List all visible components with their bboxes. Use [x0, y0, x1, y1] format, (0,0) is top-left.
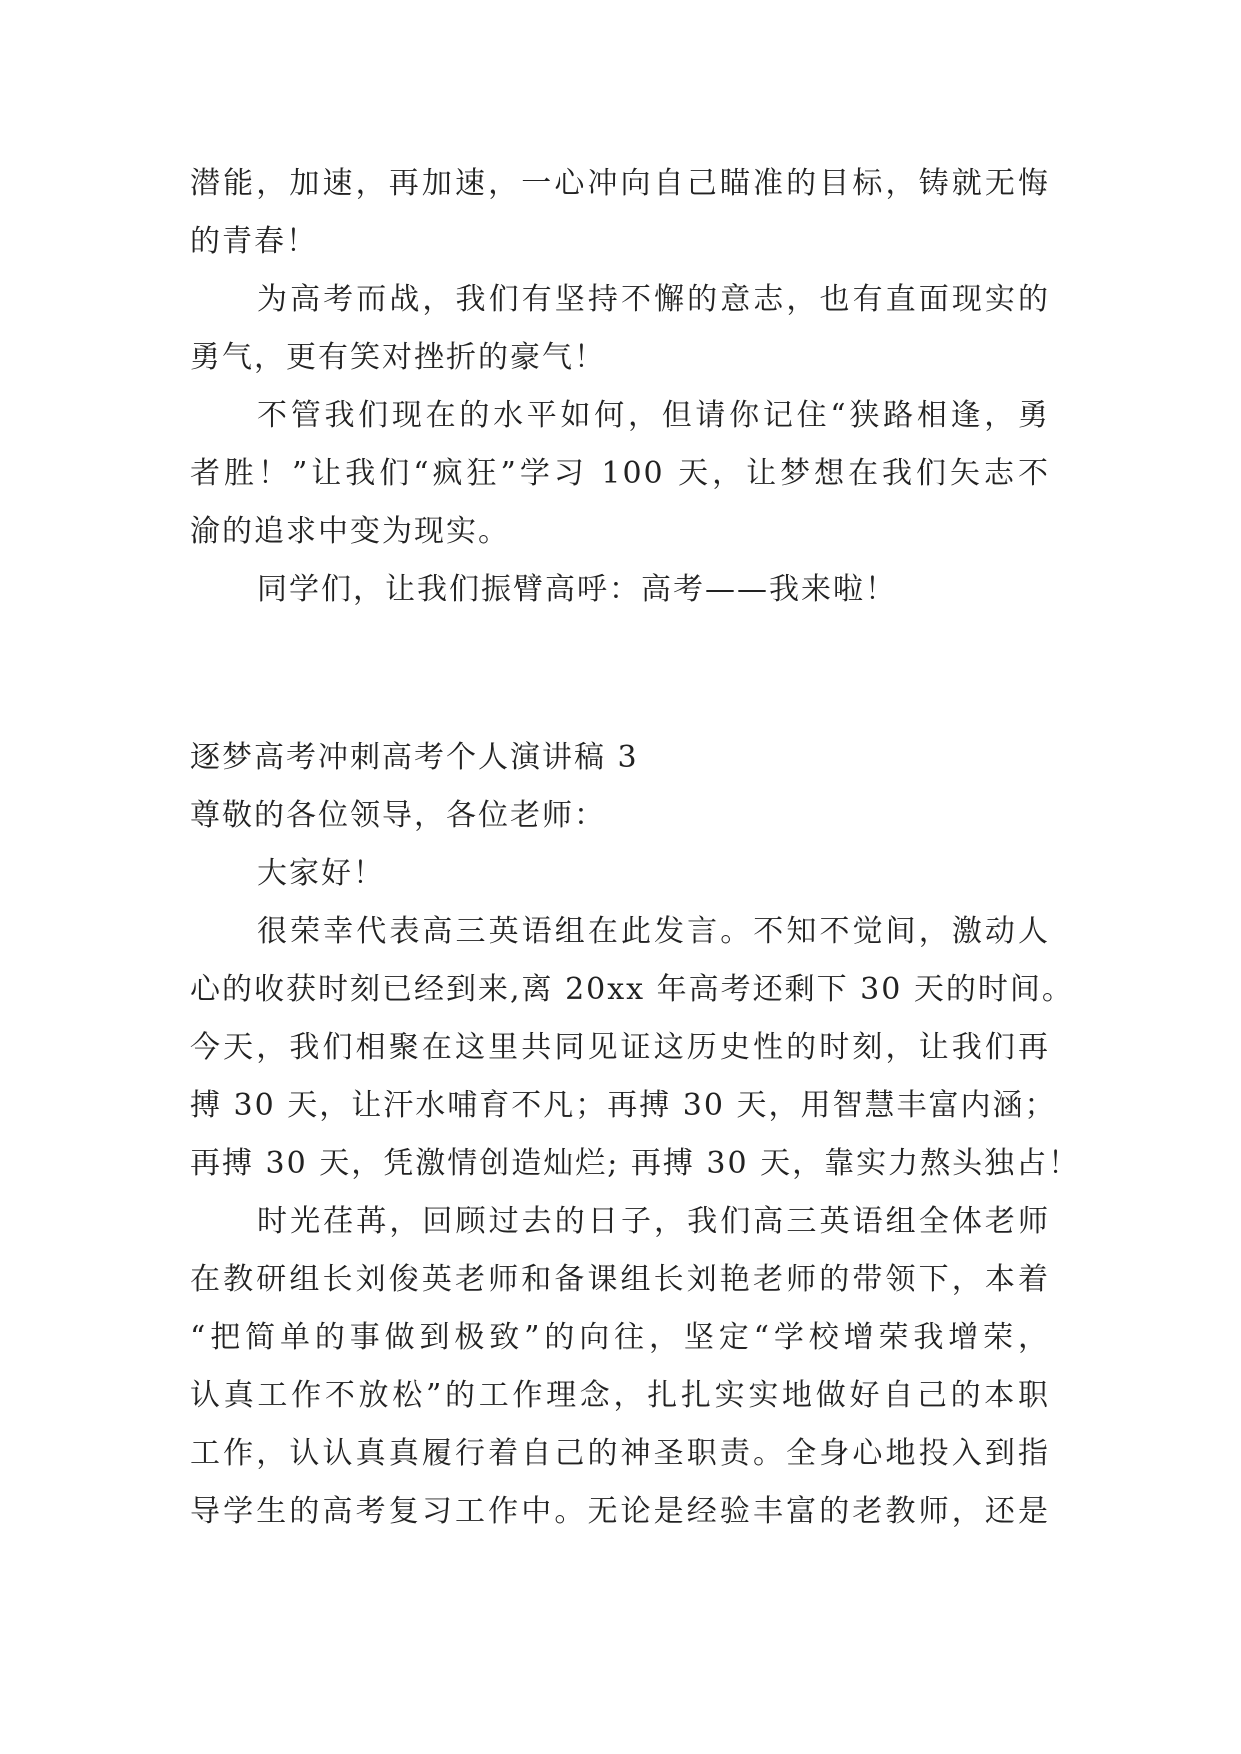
paragraph-line: 者胜！”让我们“疯狂”学习 100 天，让梦想在我们矢志不 — [190, 456, 1050, 491]
paragraph-line: 导学生的高考复习工作中。无论是经验丰富的老教师，还是 — [190, 1494, 1050, 1529]
paragraph-line: 渝的追求中变为现实。 — [190, 514, 510, 549]
paragraph-line: 不管我们现在的水平如何，但请你记住“狭路相逢，勇 — [257, 398, 1050, 433]
paragraph-line: 今天，我们相聚在这里共同见证这历史性的时刻，让我们再 — [190, 1030, 1050, 1065]
greeting: 大家好！ — [257, 856, 385, 891]
section-heading: 逐梦高考冲刺高考个人演讲稿 3 — [190, 740, 639, 775]
paragraph-line: 认真工作不放松”的工作理念，扎扎实实地做好自己的本职 — [190, 1378, 1050, 1413]
paragraph-line: 同学们，让我们振臂高呼：高考——我来啦！ — [257, 572, 897, 607]
paragraph-line: 在教研组长刘俊英老师和备课组长刘艳老师的带领下，本着 — [190, 1262, 1050, 1297]
paragraph-line: 潜能，加速，再加速，一心冲向自己瞄准的目标，铸就无悔 — [190, 166, 1050, 201]
paragraph-line: 搏 30 天，让汗水哺育不凡；再搏 30 天，用智慧丰富内涵； — [190, 1088, 1057, 1123]
paragraph-line: 勇气，更有笑对挫折的豪气！ — [190, 340, 606, 375]
paragraph-line: 时光荏苒，回顾过去的日子，我们高三英语组全体老师 — [257, 1204, 1050, 1239]
paragraph-line: 工作，认认真真履行着自己的神圣职责。全身心地投入到指 — [190, 1436, 1050, 1471]
salutation: 尊敬的各位领导，各位老师： — [190, 798, 606, 833]
paragraph-line: 很荣幸代表高三英语组在此发言。不知不觉间，激动人 — [257, 914, 1050, 949]
paragraph-line: 的青春！ — [190, 224, 318, 259]
paragraph-line: 心的收获时刻已经到来,离 20xx 年高考还剩下 30 天的时间。 — [190, 972, 1074, 1007]
paragraph-line: “把简单的事做到极致”的向往，坚定“学校增荣我增荣， — [190, 1320, 1050, 1355]
paragraph-line: 再搏 30 天，凭激情创造灿烂; 再搏 30 天，靠实力熬头独占！ — [190, 1146, 1081, 1181]
paragraph-line: 为高考而战，我们有坚持不懈的意志，也有直面现实的 — [257, 282, 1050, 317]
